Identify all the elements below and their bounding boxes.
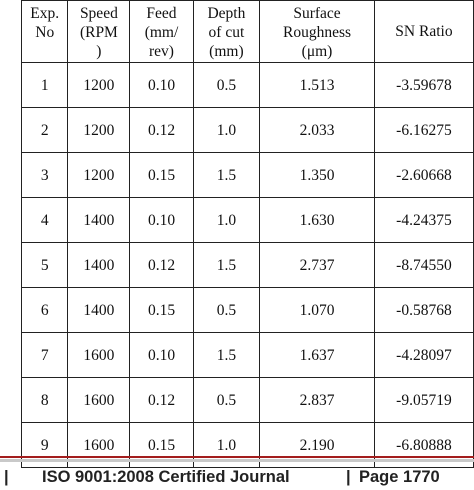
header-speed <box>68 1 130 63</box>
footer-left-bar: | <box>4 468 9 486</box>
cell-speed: 1200 <box>68 63 130 108</box>
table-row <box>22 378 474 423</box>
header-line: (mm) <box>209 43 244 60</box>
table-row <box>22 63 474 108</box>
header-line: Roughness <box>282 24 352 41</box>
table-row <box>22 288 474 333</box>
cell-sn-ratio: -9.05719 <box>374 378 473 423</box>
header-depth-of-cut <box>193 1 259 63</box>
cell-surface-roughness: 2.737 <box>260 243 375 288</box>
cell-exp-no: 9 <box>22 423 68 468</box>
cell-feed: 0.15 <box>130 153 193 198</box>
cell-feed: 0.10 <box>130 198 193 243</box>
cell-exp-no: 3 <box>22 153 68 198</box>
cell-surface-roughness: 1.637 <box>260 333 375 378</box>
header-line: rev) <box>149 43 174 60</box>
cell-sn-ratio: -8.74550 <box>374 243 473 288</box>
page-separator: | <box>346 468 351 486</box>
footer-rule-gray <box>0 459 474 462</box>
cell-surface-roughness: 1.630 <box>260 198 375 243</box>
cell-speed: 1200 <box>68 153 130 198</box>
journal-certification: ISO 9001:2008 Certified Journal <box>42 468 290 486</box>
cell-depth-of-cut: 0.5 <box>193 378 259 423</box>
header-surface-roughness <box>260 1 375 63</box>
cell-exp-no: 1 <box>22 63 68 108</box>
cell-depth-of-cut: 0.5 <box>193 288 259 333</box>
table-row <box>22 243 474 288</box>
cell-exp-no: 2 <box>22 108 68 153</box>
cell-speed: 1600 <box>68 423 130 468</box>
header-line: ) <box>96 43 102 60</box>
header-line: Speed <box>79 5 118 22</box>
header-line: Feed <box>146 5 177 22</box>
cell-sn-ratio: -6.80888 <box>374 423 473 468</box>
header-exp-no <box>22 1 68 63</box>
cell-feed: 0.12 <box>130 243 193 288</box>
header-line: SN Ratio <box>395 23 453 40</box>
table-header <box>22 1 474 63</box>
cell-exp-no: 4 <box>22 198 68 243</box>
cell-exp-no: 6 <box>22 288 68 333</box>
header-line: Depth <box>207 5 246 22</box>
table-row <box>22 198 474 243</box>
cell-surface-roughness: 1.350 <box>260 153 375 198</box>
results-table <box>21 0 474 468</box>
header-line: (RPM <box>79 24 118 41</box>
cell-feed: 0.15 <box>130 423 193 468</box>
header-sn-ratio <box>374 1 473 63</box>
cell-exp-no: 8 <box>22 378 68 423</box>
header-line: (μm) <box>301 43 333 60</box>
cell-sn-ratio: -0.58768 <box>374 288 473 333</box>
cell-sn-ratio: -6.16275 <box>374 108 473 153</box>
cell-speed: 1600 <box>68 333 130 378</box>
table-row <box>22 108 474 153</box>
cell-depth-of-cut: 1.5 <box>193 153 259 198</box>
cell-depth-of-cut: 1.0 <box>193 108 259 153</box>
cell-exp-no: 5 <box>22 243 68 288</box>
cell-feed: 0.10 <box>130 333 193 378</box>
header-row <box>22 1 474 63</box>
cell-sn-ratio: -3.59678 <box>374 63 473 108</box>
cell-speed: 1400 <box>68 288 130 333</box>
header-line: No <box>35 24 55 41</box>
cell-speed: 1600 <box>68 378 130 423</box>
cell-surface-roughness: 2.837 <box>260 378 375 423</box>
cell-surface-roughness: 1.513 <box>260 63 375 108</box>
cell-surface-roughness: 2.033 <box>260 108 375 153</box>
header-line: Surface <box>293 5 341 22</box>
cell-depth-of-cut: 1.5 <box>193 243 259 288</box>
cell-sn-ratio: -4.24375 <box>374 198 473 243</box>
header-line: (mm/ <box>144 24 179 41</box>
page-number: Page 1770 <box>359 468 440 486</box>
header-line: Exp. <box>30 5 60 22</box>
footer-rule-red <box>0 456 474 458</box>
cell-depth-of-cut: 1.5 <box>193 333 259 378</box>
table-row <box>22 153 474 198</box>
table-body <box>22 63 474 468</box>
cell-feed: 0.15 <box>130 288 193 333</box>
cell-depth-of-cut: 1.0 <box>193 198 259 243</box>
cell-surface-roughness: 2.190 <box>260 423 375 468</box>
header-feed <box>130 1 193 63</box>
cell-speed: 1200 <box>68 108 130 153</box>
cell-sn-ratio: -2.60668 <box>374 153 473 198</box>
cell-feed: 0.12 <box>130 108 193 153</box>
cell-depth-of-cut: 1.0 <box>193 423 259 468</box>
cell-exp-no: 7 <box>22 333 68 378</box>
table-row <box>22 333 474 378</box>
cell-speed: 1400 <box>68 198 130 243</box>
header-line: of cut <box>208 24 245 41</box>
cell-feed: 0.12 <box>130 378 193 423</box>
cell-surface-roughness: 1.070 <box>260 288 375 333</box>
cell-depth-of-cut: 0.5 <box>193 63 259 108</box>
cell-speed: 1400 <box>68 243 130 288</box>
cell-sn-ratio: -4.28097 <box>374 333 473 378</box>
cell-feed: 0.10 <box>130 63 193 108</box>
page-footer <box>0 466 474 490</box>
